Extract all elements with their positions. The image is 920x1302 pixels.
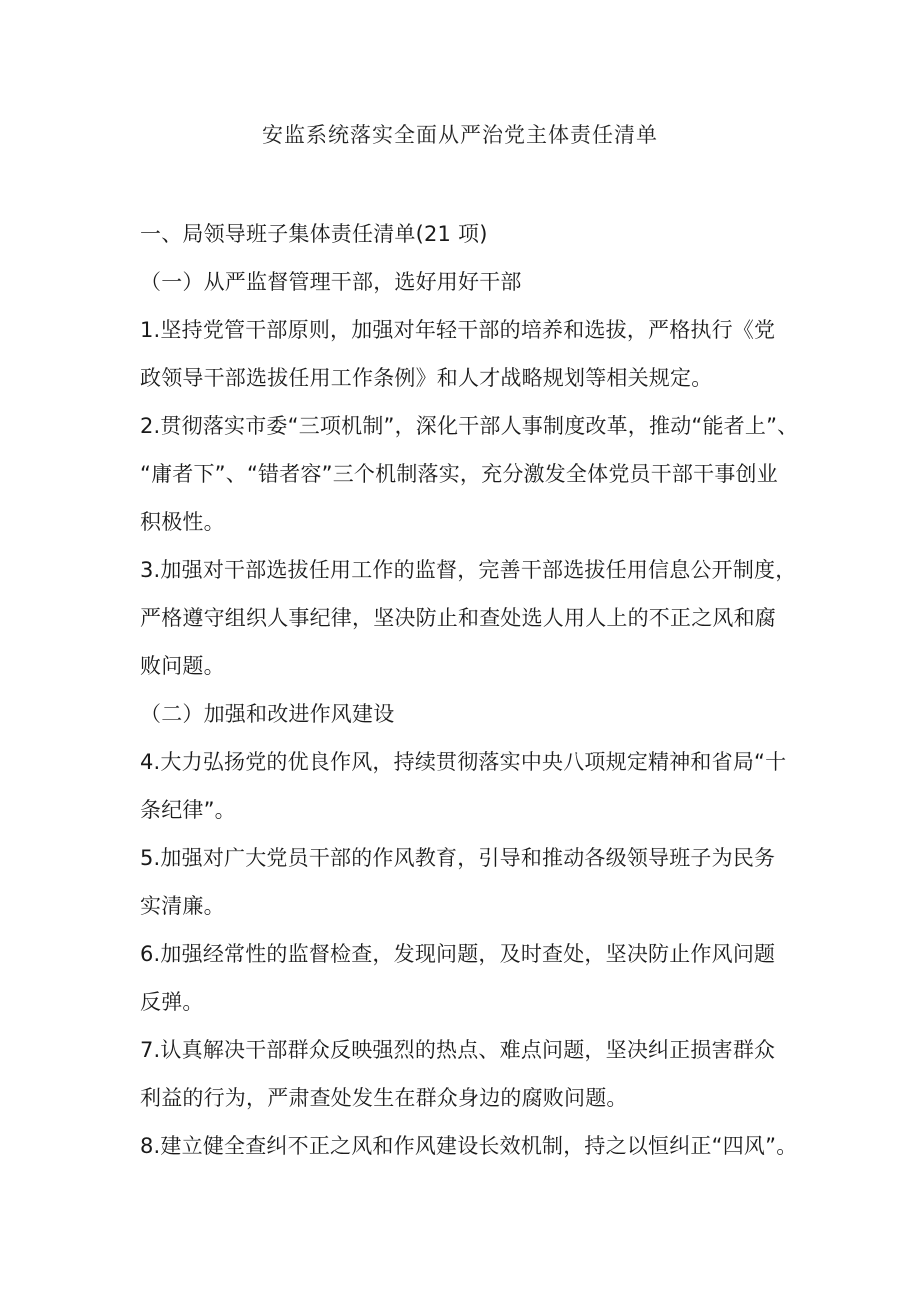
document-title: 安监系统落实全面从严治党主体责任清单 bbox=[262, 123, 658, 147]
paragraph-line: 2.贯彻落实市委“三项机制”，深化干部人事制度改革，推动“能者上”、 bbox=[140, 414, 799, 438]
subsection-heading: （一）从严监督管理干部，选好用好干部 bbox=[140, 270, 522, 294]
subsection-heading: （二）加强和改进作风建设 bbox=[140, 702, 395, 726]
paragraph-line: 4.大力弘扬党的优良作风，持续贯彻落实中央八项规定精神和省局“十 bbox=[140, 750, 787, 774]
document-body bbox=[140, 216, 800, 1176]
paragraph-line: 实清廉。 bbox=[140, 894, 225, 918]
paragraph-line: 反弹。 bbox=[140, 990, 204, 1014]
paragraph-line: 条纪律”。 bbox=[140, 798, 236, 822]
paragraph-line: 6.加强经常性的监督检查，发现问题，及时查处，坚决防止作风问题 bbox=[140, 942, 776, 966]
paragraph-line: 政领导干部选拔任用工作条例》和人才战略规划等相关规定。 bbox=[140, 366, 713, 390]
paragraph-line: 败问题。 bbox=[140, 654, 225, 678]
paragraph-line: 严格遵守组织人事纪律，坚决防止和查处选人用人上的不正之风和腐 bbox=[140, 606, 776, 630]
paragraph-line: “庸者下”、“错者容”三个机制落实，充分激发全体党员干部干事创业 bbox=[140, 462, 778, 486]
paragraph-line: 7.认真解决干部群众反映强烈的热点、难点问题，坚决纠正损害群众 bbox=[140, 1038, 776, 1062]
paragraph-line: 8.建立健全查纠不正之风和作风建设长效机制，持之以恒纠正“四风”。 bbox=[140, 1134, 798, 1158]
paragraph-line: 5.加强对广大党员干部的作风教育，引导和推动各级领导班子为民务 bbox=[140, 846, 776, 870]
paragraph-line: 3.加强对干部选拔任用工作的监督，完善干部选拔任用信息公开制度， bbox=[140, 558, 797, 582]
paragraph-line: 积极性。 bbox=[140, 510, 225, 534]
paragraph-line: 1.坚持党管干部原则，加强对年轻干部的培养和选拔，严格执行《党 bbox=[140, 318, 776, 342]
paragraph-line: 利益的行为，严肃查处发生在群众身边的腐败问题。 bbox=[140, 1086, 628, 1110]
section-heading: 一、局领导班子集体责任清单(21 项) bbox=[140, 222, 488, 246]
